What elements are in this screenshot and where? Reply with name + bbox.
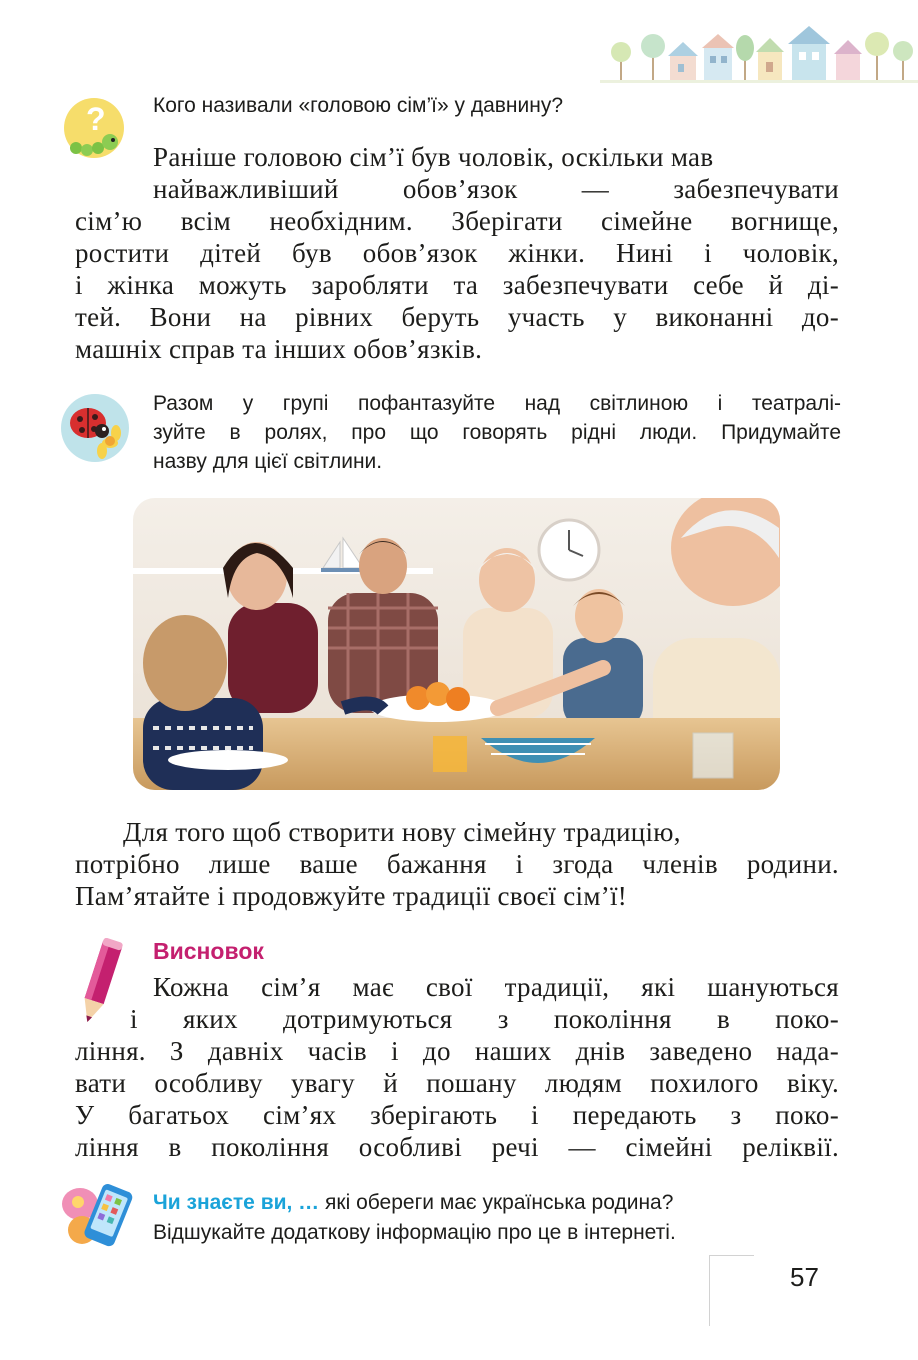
- did-you-know-line-2: Відшукайте додаткову інформацію про це в інтернеті.: [153, 1221, 676, 1244]
- house-icon: [756, 38, 784, 80]
- question-caterpillar-icon: [60, 98, 130, 160]
- group-task-line: Разом у групі пофантазуйте над світлиною і театралі-: [153, 392, 841, 415]
- tree-icon: [865, 32, 889, 80]
- conclusion-line: У багатьох сім’ях зберігають і передають з поко-: [75, 1100, 839, 1130]
- house-icon: [834, 40, 862, 80]
- answer-line: машніх справ та інших обов’язків.: [75, 334, 483, 364]
- tradition-line: Для того щоб створити нову сімейну традицію,: [123, 817, 681, 847]
- answer-line: тей. Вони на рівних беруть участь у виконанні до-: [75, 302, 839, 332]
- family-dinner-photo: [133, 498, 780, 790]
- house-icon: [702, 34, 734, 80]
- group-task-line: назву для цієї світлини.: [153, 450, 383, 473]
- pencil-icon: [72, 938, 128, 1028]
- ladybug-flower-icon: [58, 393, 132, 463]
- svg-text:?: ?: [86, 101, 106, 137]
- conclusion-line: і яких дотримуються з покоління в поко-: [130, 1004, 839, 1034]
- answer-line: сім’ю всім необхідним. Зберігати сімейне вогнище,: [75, 206, 839, 236]
- tree-icon: [641, 34, 665, 80]
- did-you-know-text: [153, 1188, 853, 1248]
- group-task-text: [153, 389, 841, 476]
- answer-line: найважливіший обов’язок — забезпечувати: [153, 174, 839, 204]
- header-village-illustration: [600, 18, 918, 86]
- conclusion-line: вати особливу увагу й пошану людям похилого віку.: [75, 1068, 839, 1098]
- answer-line: ростити дітей був обов’язок жінки. Нині і чоловік,: [75, 238, 839, 268]
- conclusion-line: ління в покоління особливі речі — сімейні реліквії.: [75, 1132, 839, 1162]
- conclusion-line: Кожна сім’я має свої традиції, які шануються: [153, 972, 839, 1002]
- conclusion-line: ління. З давніх часів і до наших днів заведено нада-: [75, 1036, 839, 1066]
- question-text: Кого називали «головою сім’ї» у давнину?: [153, 94, 564, 117]
- page-number: 57: [790, 1262, 819, 1292]
- conclusion-title: Висновок: [153, 938, 264, 964]
- wall-clock-icon: [539, 520, 599, 580]
- tradition-line: потрібно лише ваше бажання і згода членів родини.: [75, 849, 839, 879]
- house-icon: [788, 26, 830, 80]
- tree-icon: [736, 35, 754, 80]
- page-corner-tab: [709, 1255, 754, 1326]
- tree-icon: [893, 41, 913, 80]
- house-icon: [668, 42, 698, 80]
- tree-icon: [611, 42, 631, 80]
- did-you-know-lead: Чи знаєте ви, …: [153, 1191, 320, 1214]
- tradition-line: Пам’ятайте і продовжуйте традиції своєї сім’ї!: [75, 881, 628, 911]
- butterfly-phone-icon: [58, 1180, 138, 1252]
- did-you-know-question: які обереги має українська родина?: [319, 1191, 674, 1214]
- answer-line: і жінка можуть заробляти та забезпечувати себе й ді-: [75, 270, 839, 300]
- group-task-line: зуйте в ролях, про що говорять рідні люди. Придумайте: [153, 421, 841, 444]
- answer-line: Раніше головою сім’ї був чоловік, оскільки мав: [153, 142, 714, 172]
- did-you-know-line-1: [153, 1188, 853, 1218]
